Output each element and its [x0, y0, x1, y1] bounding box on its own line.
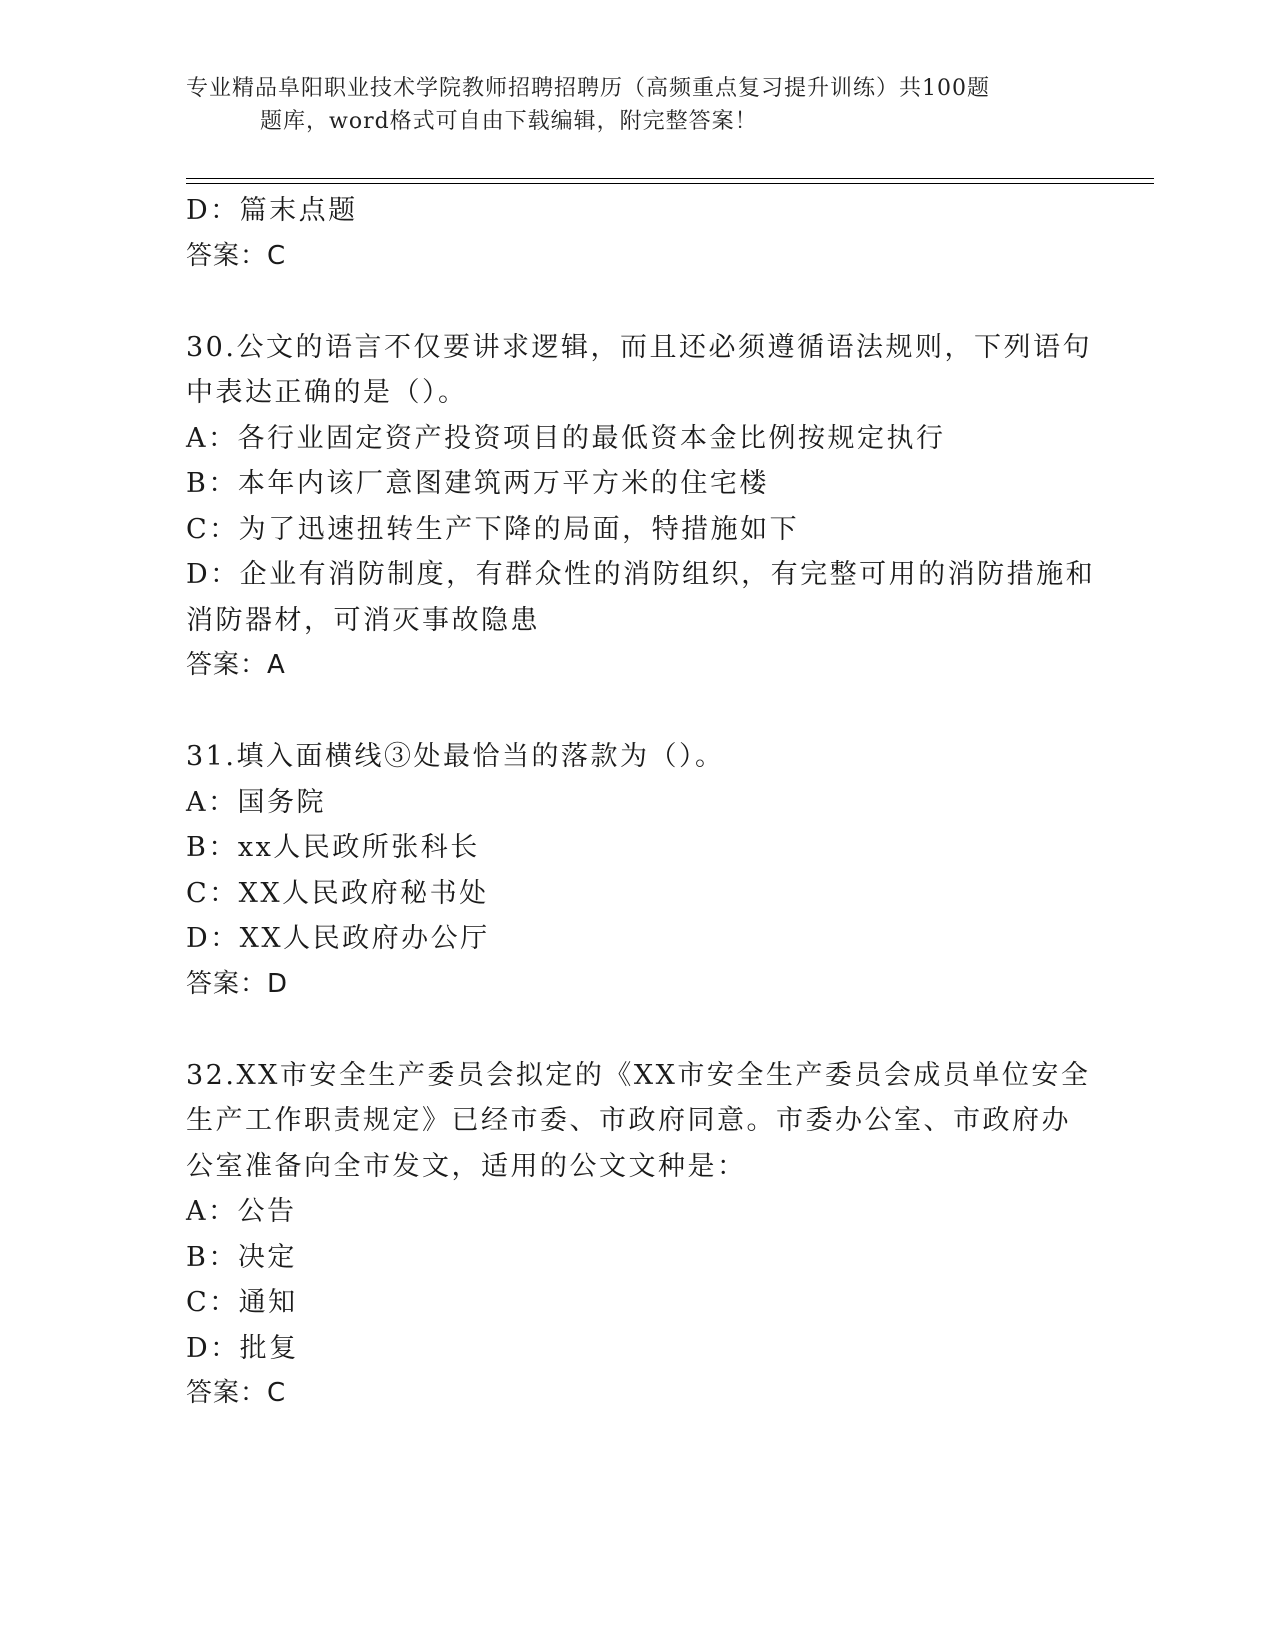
- answer-line: 答案：A: [186, 650, 286, 680]
- question-block: [186, 734, 1086, 1007]
- question-block: [186, 325, 1096, 689]
- document-body: [186, 188, 1096, 1417]
- answer-line: 答案：C: [186, 1378, 287, 1408]
- option-d: 消防器材，可消灭事故隐患: [186, 604, 540, 636]
- header-title-line1: 专业精品阜阳职业技术学院教师招聘招聘历（高频重点复习提升训练）共100题: [186, 76, 990, 101]
- option-b: B：决定: [186, 1241, 297, 1273]
- answer-line: 答案：C: [186, 240, 287, 271]
- question-stem: 中表达正确的是（）。: [186, 377, 468, 408]
- answer-line: 答案：D: [186, 968, 289, 999]
- header-rule-bottom: [186, 183, 1154, 184]
- question-stem: 生产工作职责规定》已经市委、市政府同意。市委办公室、市政府办: [186, 1105, 1071, 1136]
- option-c: C：为了迅速扭转生产下降的局面，特措施如下: [186, 513, 800, 545]
- header-rule-top: [186, 178, 1154, 179]
- option-b: B：xx人民政所张科长: [186, 832, 480, 863]
- option-d: D：篇末点题: [186, 195, 358, 226]
- option-c: C：XX人民政府秘书处: [186, 877, 489, 909]
- option-d: D：批复: [186, 1332, 299, 1364]
- question-stem: 30.公文的语言不仅要讲求逻辑，而且还必须遵循语法规则，下列语句: [186, 331, 1092, 363]
- option-b: B：本年内该厂意图建筑两万平方米的住宅楼: [186, 468, 769, 499]
- question-block: [186, 1053, 1091, 1417]
- question-stem: 32.XX市安全生产委员会拟定的《XX市安全生产委员会成员单位安全: [186, 1059, 1091, 1091]
- option-a: A：各行业固定资产投资项目的最低资本金比例按规定执行: [186, 422, 946, 454]
- question-stem: 公室准备向全市发文，适用的公文文种是：: [186, 1150, 747, 1182]
- page-header: [186, 72, 1066, 138]
- option-a: A：公告: [186, 1196, 297, 1227]
- option-d: D：企业有消防制度，有群众性的消防组织，有完整可用的消防措施和: [186, 559, 1096, 590]
- header-title-line2: 题库，word格式可自由下载编辑，附完整答案！: [260, 109, 758, 134]
- option-a: A：国务院: [186, 786, 326, 818]
- option-c: C：通知: [186, 1287, 298, 1318]
- question-stem: 31.填入面横线③处最恰当的落款为（）。: [186, 741, 725, 772]
- option-d: D：XX人民政府办公厅: [186, 923, 490, 954]
